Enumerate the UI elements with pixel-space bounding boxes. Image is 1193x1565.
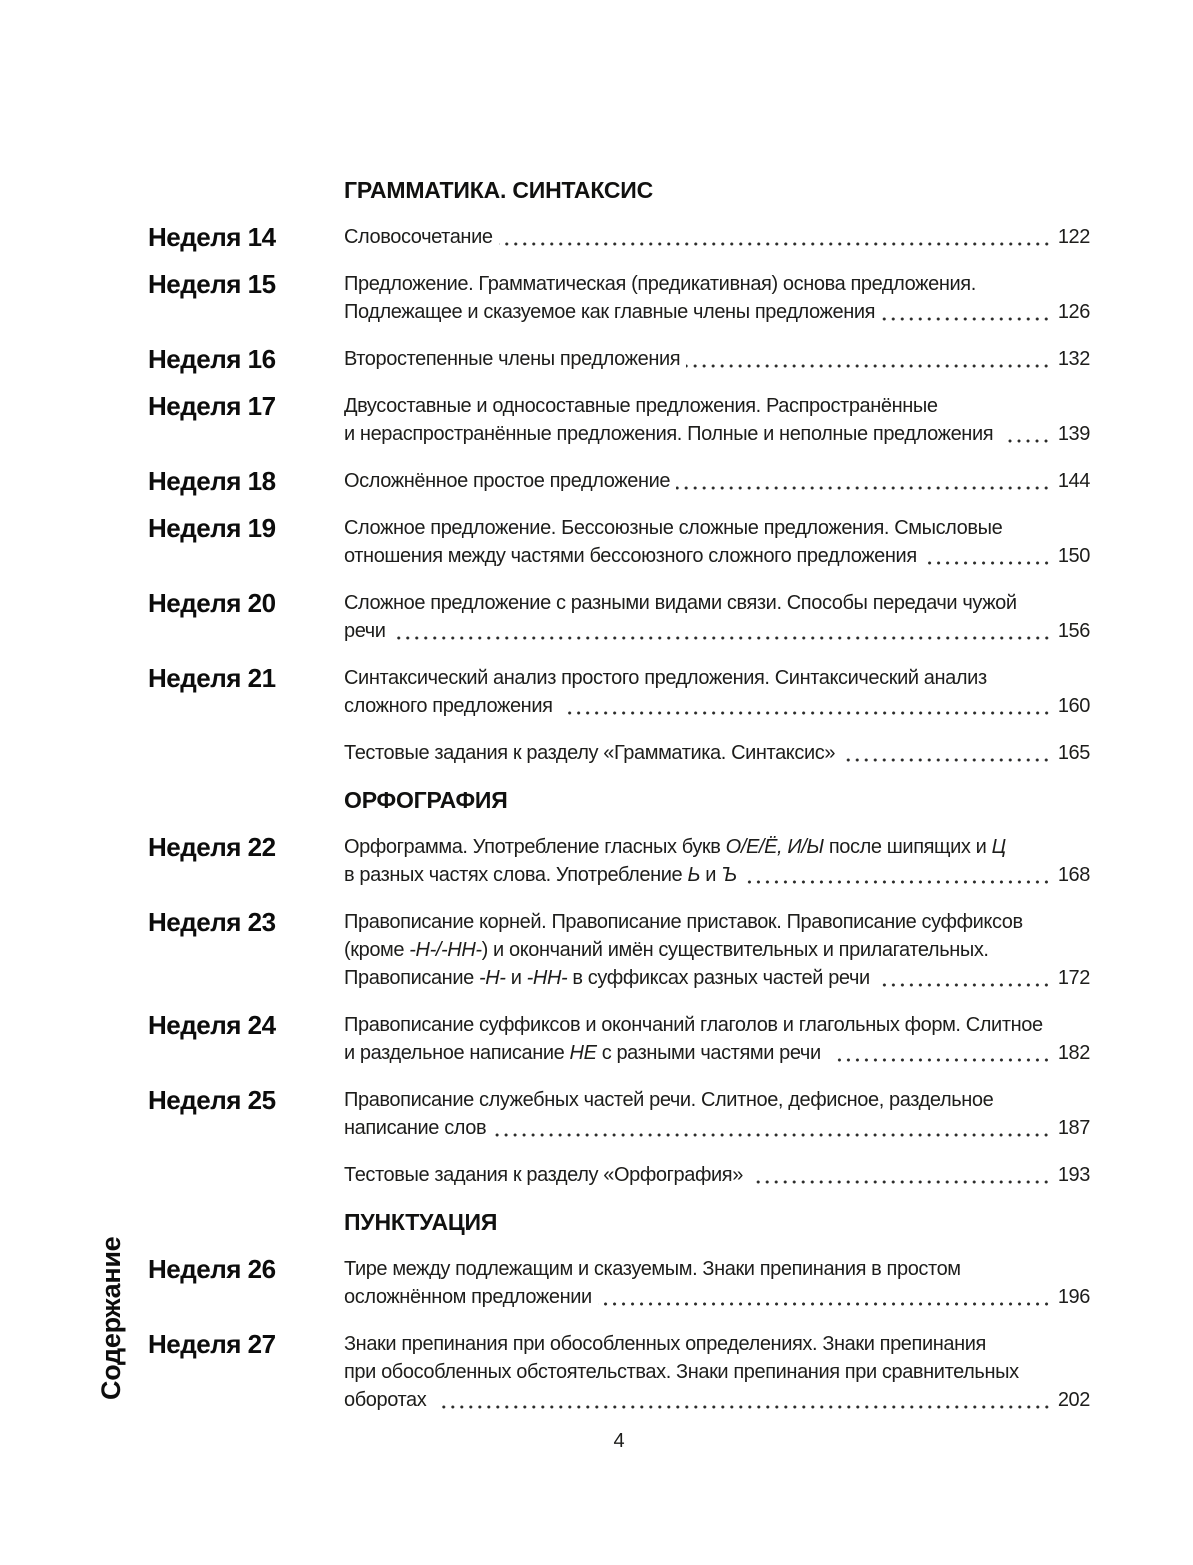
toc-page-number: 165 — [1057, 742, 1090, 764]
toc-entry-line — [344, 270, 1090, 298]
toc-entry — [344, 514, 1090, 570]
toc-entry-text: с разными частями речи — [596, 1042, 826, 1064]
toc-page-number: 172 — [1057, 967, 1090, 989]
toc-page-number: 139 — [1057, 423, 1090, 445]
dot-leader — [564, 710, 1051, 716]
toc-section-row — [148, 176, 1090, 204]
toc-entry-text: речи — [344, 620, 386, 642]
toc-page-number: 193 — [1057, 1164, 1090, 1186]
toc-entry-text: в разных частях слова. Употребление — [344, 864, 688, 886]
toc-entry-line — [344, 739, 1090, 767]
dot-leader — [923, 560, 1051, 566]
toc-entry-line — [344, 1358, 1090, 1386]
toc-page-number: 122 — [1057, 226, 1090, 248]
toc-entry-text: Ц — [991, 836, 1006, 858]
toc-entry-row — [148, 1161, 1090, 1189]
week-label: Неделя 15 — [148, 269, 276, 299]
toc-entry-text: осложнённом предложении — [344, 1286, 592, 1308]
dot-leader — [754, 1179, 1051, 1185]
toc-entry-line — [344, 1161, 1090, 1189]
toc-entry-text: Ь — [687, 864, 701, 886]
toc-entry-text: и — [505, 967, 527, 989]
dot-leader — [686, 363, 1051, 369]
dot-leader — [881, 982, 1051, 988]
toc-section-row — [148, 786, 1090, 814]
toc-entry-text: и раздельное написание — [344, 1042, 570, 1064]
dot-leader — [743, 879, 1051, 885]
toc-section-row — [148, 1208, 1090, 1236]
toc-entry-line — [344, 833, 1090, 861]
week-label: Неделя 20 — [148, 588, 276, 618]
week-label — [148, 1208, 344, 1236]
toc-entry — [344, 908, 1090, 992]
toc-page-number: 150 — [1057, 545, 1090, 567]
toc-entry-text: в суффиксах разных частей речи — [567, 967, 875, 989]
dot-leader — [1004, 438, 1051, 444]
week-label: Неделя 17 — [148, 391, 276, 421]
toc-entry — [344, 345, 1090, 373]
toc-entry-line — [344, 420, 1090, 448]
toc-entry-row — [148, 270, 1090, 326]
toc-entry-text: оборотах — [344, 1389, 432, 1411]
toc-entry-text: Правописание суффиксов и окончаний глаголов и глагольных форм. Слитное — [344, 1014, 1043, 1036]
toc-entry-line — [344, 964, 1090, 992]
toc-entry — [344, 664, 1090, 720]
section-title: ПУНКТУАЦИЯ — [344, 1209, 498, 1235]
toc-entry-text: Сложное предложение с разными видами связи. Способы передачи чужой — [344, 592, 1017, 614]
toc-page-number: 132 — [1057, 348, 1090, 370]
toc-entry-row — [148, 664, 1090, 720]
toc-entry-line — [344, 1011, 1090, 1039]
toc-entry — [344, 739, 1090, 767]
toc-entry-line — [344, 1086, 1090, 1114]
toc-entry-row — [148, 392, 1090, 448]
toc-entry-text: и — [700, 864, 722, 886]
dot-leader — [881, 316, 1051, 322]
toc-entry — [344, 1011, 1090, 1067]
week-label — [148, 786, 344, 814]
dot-leader — [841, 757, 1051, 763]
toc-entry-text: отношения между частями бессоюзного сложного предложения — [344, 545, 917, 567]
toc-entry-text: Орфограмма. Употребление гласных букв — [344, 836, 726, 858]
toc-entry-text: Сложное предложение. Бессоюзные сложные предложения. Смысловые — [344, 517, 1003, 539]
toc-entry — [344, 392, 1090, 448]
week-label — [148, 739, 344, 767]
toc-entry-text: Предложение. Грамматическая (предикативная) основа предложения. — [344, 273, 976, 295]
toc-page-number: 168 — [1057, 864, 1090, 886]
toc-entry-line — [344, 467, 1090, 495]
week-label: Неделя 22 — [148, 832, 276, 862]
toc-entry-text: НЕ — [569, 1042, 597, 1064]
toc-entry — [344, 270, 1090, 326]
toc-entry-line — [344, 542, 1090, 570]
toc-entry-line — [344, 936, 1090, 964]
dot-leader — [438, 1404, 1051, 1410]
toc-entry-row — [148, 1011, 1090, 1067]
toc-entry-line — [344, 1283, 1090, 1311]
toc-entry — [344, 833, 1090, 889]
toc-entry-text: Ъ — [721, 864, 737, 886]
toc-entry-row — [148, 908, 1090, 992]
toc-entry-line — [344, 298, 1090, 326]
toc-entry-line — [344, 692, 1090, 720]
toc-entry-line — [344, 345, 1090, 373]
week-label: Неделя 25 — [148, 1085, 276, 1115]
toc-entry — [344, 1255, 1090, 1311]
toc-page-number: 144 — [1057, 470, 1090, 492]
toc-entry-text: Синтаксический анализ простого предложения. Синтаксический анализ — [344, 667, 987, 689]
toc-entry-line — [344, 1255, 1090, 1283]
toc-entry-line — [344, 664, 1090, 692]
toc-entry-row — [148, 589, 1090, 645]
toc-entry-line — [344, 908, 1090, 936]
toc-page-number: 126 — [1057, 301, 1090, 323]
toc-entry — [344, 1330, 1090, 1414]
toc-entry-text: написание слов — [344, 1117, 487, 1139]
toc-entry-row — [148, 223, 1090, 251]
toc-entry-line — [344, 1039, 1090, 1067]
toc-entry-row — [148, 467, 1090, 495]
toc-list — [148, 176, 1090, 1433]
toc-entry-text: -НН- — [526, 967, 568, 989]
toc-page-number: 160 — [1057, 695, 1090, 717]
toc-entry-text: при обособленных обстоятельствах. Знаки препинания при сравнительных — [344, 1361, 1019, 1383]
toc-page-number: 187 — [1057, 1117, 1090, 1139]
dot-leader — [598, 1301, 1051, 1307]
toc-entry-line — [344, 392, 1090, 420]
week-label: Неделя 24 — [148, 1010, 276, 1040]
toc-entry-row — [148, 1255, 1090, 1311]
toc-entry-row — [148, 739, 1090, 767]
week-label — [148, 176, 344, 204]
week-label: Неделя 16 — [148, 344, 276, 374]
toc-page-number: 182 — [1057, 1042, 1090, 1064]
section-title: ОРФОГРАФИЯ — [344, 787, 508, 813]
toc-entry-text: -Н- — [478, 967, 506, 989]
toc-entry-text: Двусоставные и односоставные предложения. Распространённые — [344, 395, 938, 417]
sidebar-vertical-title: Содержание — [96, 1236, 126, 1400]
dot-leader — [499, 241, 1051, 247]
toc-entry-line — [344, 1386, 1090, 1414]
week-label: Неделя 26 — [148, 1254, 276, 1284]
toc-entry-text: Правописание корней. Правописание приставок. Правописание суффиксов — [344, 911, 1023, 933]
week-label — [148, 1161, 344, 1189]
toc-entry-text: ) и окончаний имён существительных и прилагательных. — [481, 939, 989, 961]
toc-entry-row — [148, 345, 1090, 373]
toc-entry-row — [148, 833, 1090, 889]
toc-entry-text: и нераспространённые предложения. Полные и неполные предложения — [344, 423, 999, 445]
toc-entry — [344, 1086, 1090, 1142]
week-label: Неделя 18 — [148, 466, 276, 496]
toc-entry-text: Тестовые задания к разделу «Грамматика. Синтаксис» — [344, 742, 836, 764]
toc-entry-line — [344, 1330, 1090, 1358]
toc-entry-row — [148, 514, 1090, 570]
toc-page-number: 156 — [1057, 620, 1090, 642]
week-label: Неделя 19 — [148, 513, 276, 543]
toc-entry-text: Правописание служебных частей речи. Слитное, дефисное, раздельное — [344, 1089, 994, 1111]
week-label: Неделя 14 — [148, 222, 276, 252]
footer-page-number: 4 — [613, 1430, 625, 1452]
toc-entry — [344, 467, 1090, 495]
toc-entry-text: Тестовые задания к разделу «Орфография» — [344, 1164, 749, 1186]
dot-leader — [832, 1057, 1051, 1063]
toc-entry-text: Правописание — [344, 967, 479, 989]
toc-entry-text: сложного предложения — [344, 695, 558, 717]
toc-entry-text: Тире между подлежащим и сказуемым. Знаки препинания в простом — [344, 1258, 961, 1280]
week-label: Неделя 21 — [148, 663, 276, 693]
toc-entry-line — [344, 223, 1090, 251]
toc-entry-line — [344, 589, 1090, 617]
toc-entry-text: О/Е/Ё, И/Ы — [725, 836, 824, 858]
toc-entry-row — [148, 1086, 1090, 1142]
toc-page-number: 196 — [1057, 1286, 1090, 1308]
week-label: Неделя 27 — [148, 1329, 276, 1359]
section-title: ГРАММАТИКА. СИНТАКСИС — [344, 177, 654, 203]
toc-page-number: 202 — [1057, 1389, 1090, 1411]
dot-leader — [492, 1132, 1051, 1138]
week-label: Неделя 23 — [148, 907, 276, 937]
toc-entry-text: Знаки препинания при обособленных определениях. Знаки препинания — [344, 1333, 986, 1355]
toc-entry-text: Подлежащее и сказуемое как главные члены предложения — [344, 301, 876, 323]
toc-entry-text: после шипящих и — [823, 836, 992, 858]
toc-entry-text: Словосочетание — [344, 226, 493, 248]
toc-entry-line — [344, 514, 1090, 542]
toc-entry — [344, 589, 1090, 645]
toc-entry-line — [344, 1114, 1090, 1142]
dot-leader — [676, 485, 1051, 491]
toc-entry-text: -Н-/-НН- — [409, 939, 482, 961]
toc-entry-row — [148, 1330, 1090, 1414]
toc-entry-text: Осложнённое простое предложение — [344, 470, 671, 492]
toc-entry — [344, 1161, 1090, 1189]
toc-entry-text: (кроме — [344, 939, 410, 961]
toc-entry-line — [344, 617, 1090, 645]
dot-leader — [392, 635, 1051, 641]
toc-entry-text: Второстепенные члены предложения — [344, 348, 681, 370]
toc-entry-line — [344, 861, 1090, 889]
toc-entry — [344, 223, 1090, 251]
